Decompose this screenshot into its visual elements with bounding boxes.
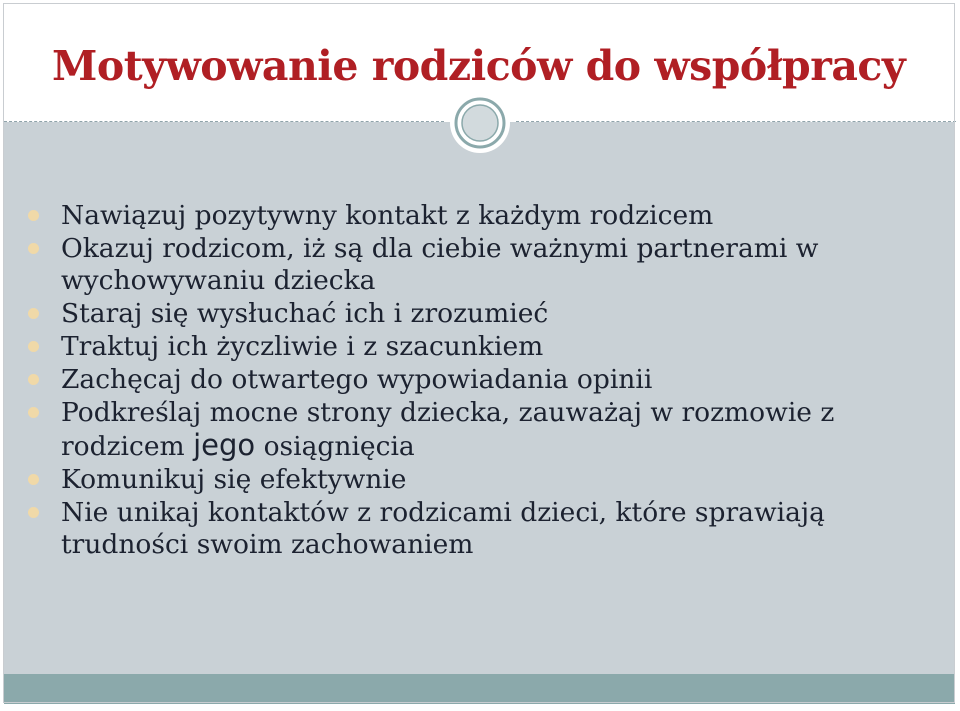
bullet-item xyxy=(26,397,946,463)
bullet-dot-icon xyxy=(28,407,39,418)
circle-emblem-icon xyxy=(449,92,511,154)
bullet-text xyxy=(61,397,946,463)
bullet-text: Okazuj rodzicom, iż są dla ciebie ważnymi partnerami w wychowywaniu dziecka xyxy=(61,233,819,296)
bullet-dot-icon xyxy=(28,507,39,518)
bullet-text: Komunikuj się efektywnie xyxy=(61,464,407,495)
bullet-dot-icon xyxy=(28,243,39,254)
bullet-dot-icon xyxy=(28,210,39,221)
bullet-text: Zachęcaj do otwartego wypowiadania opinii xyxy=(61,364,653,395)
bullet-text: Nawiązuj pozytywny kontakt z każdym rodzicem xyxy=(61,200,714,231)
bullet-item xyxy=(26,331,946,363)
slide-title: Motywowanie rodziców do współpracy xyxy=(52,42,906,90)
bullet-text-emphasis: jego xyxy=(193,428,256,462)
bullet-text-part: osiągnięcia xyxy=(255,431,415,462)
bullet-dot-icon xyxy=(28,374,39,385)
bullet-item xyxy=(26,298,946,330)
bullet-text: Staraj się wysłuchać ich i zrozumieć xyxy=(61,298,549,329)
bullet-item xyxy=(26,497,946,561)
bullet-item xyxy=(26,464,946,496)
bullet-dot-icon xyxy=(28,341,39,352)
bullet-dot-icon xyxy=(28,474,39,485)
bullet-dot-icon xyxy=(28,308,39,319)
bullet-text: Nie unikaj kontaktów z rodzicami dzieci, które sprawiają trudności swoim zachowaniem xyxy=(61,497,825,560)
bullet-item xyxy=(26,364,946,396)
bullet-item xyxy=(26,233,946,297)
bullet-list xyxy=(26,200,946,562)
bullet-text: Traktuj ich życzliwie i z szacunkiem xyxy=(61,331,544,362)
bullet-item xyxy=(26,200,946,232)
bullet-text-part: Podkreślaj mocne strony dziecka, zauważaj w rozmowie z rodzicem xyxy=(61,397,835,462)
